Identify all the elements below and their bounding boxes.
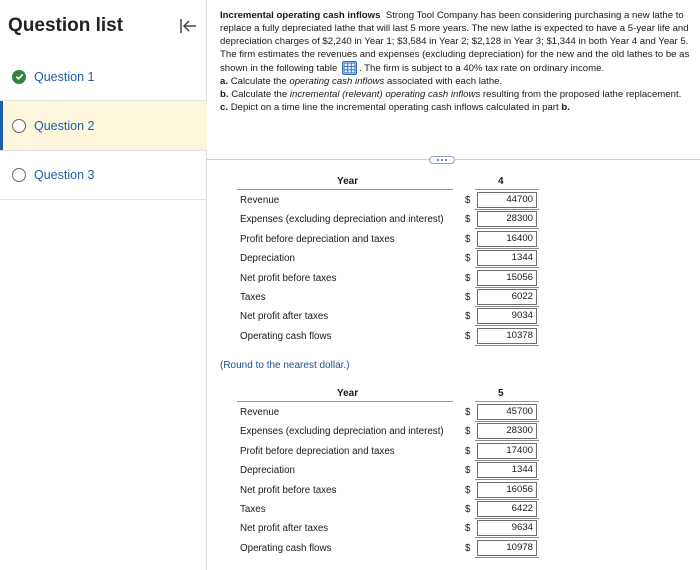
table-row [237, 210, 547, 230]
currency-symbol: $ [465, 292, 471, 303]
part-c-bold: b. [561, 102, 570, 113]
currency-symbol: $ [465, 214, 471, 225]
empty-circle-icon [12, 119, 26, 133]
currency-symbol: $ [465, 504, 471, 515]
table-row [237, 307, 547, 327]
table-row [237, 249, 547, 269]
row-label: Depreciation [240, 253, 296, 264]
table-row [237, 519, 547, 539]
answer-input[interactable]: 1344 [477, 462, 537, 478]
part-a-prefix: a. [220, 76, 229, 87]
table-row [237, 461, 547, 481]
answer-input[interactable]: 28300 [477, 423, 537, 439]
table-row [237, 422, 547, 442]
row-label: Profit before depreciation and taxes [240, 446, 395, 457]
value-underline [475, 557, 539, 558]
part-b-prefix: b. [220, 89, 229, 100]
currency-symbol: $ [465, 311, 471, 322]
table-row [237, 230, 547, 250]
table-row [237, 539, 547, 559]
answer-input[interactable]: 9634 [477, 520, 537, 536]
table-row [237, 327, 547, 347]
check-circle-icon [12, 70, 26, 84]
question-label: Question 1 [34, 69, 95, 84]
answer-input[interactable]: 15056 [477, 270, 537, 286]
currency-symbol: $ [465, 253, 471, 264]
value-underline [475, 479, 539, 480]
header-rule [475, 189, 539, 190]
problem-statement [220, 9, 690, 114]
answer-input[interactable]: 10978 [477, 540, 537, 556]
row-label: Expenses (excluding depreciation and interest) [240, 214, 444, 225]
table-row [237, 269, 547, 289]
expand-more-button[interactable] [429, 156, 455, 164]
value-underline [475, 537, 539, 538]
rounding-note: (Round to the nearest dollar.) [220, 360, 350, 371]
question-list-sidebar [0, 0, 207, 570]
currency-symbol: $ [465, 426, 471, 437]
empty-circle-icon [12, 168, 26, 182]
row-label: Operating cash flows [240, 543, 332, 554]
answer-input[interactable]: 28300 [477, 211, 537, 227]
part-c-prefix: c. [220, 102, 229, 113]
answer-input[interactable]: 45700 [477, 404, 537, 420]
answer-input[interactable]: 6022 [477, 289, 537, 305]
value-underline [475, 267, 539, 268]
part-a-emphasis: operating cash inflows [289, 76, 385, 87]
year-header: Year [337, 388, 359, 399]
part-b-text-end: resulting from the proposed lathe replacement. [482, 89, 682, 100]
value-underline [475, 440, 539, 441]
row-label: Depreciation [240, 465, 296, 476]
table-row [237, 191, 547, 211]
sidebar-item-question-3[interactable] [0, 150, 207, 199]
currency-symbol: $ [465, 446, 471, 457]
sidebar-item-question-1[interactable] [0, 52, 207, 101]
answer-input[interactable]: 1344 [477, 250, 537, 266]
currency-symbol: $ [465, 543, 471, 554]
header-rule [475, 401, 539, 402]
header-rule [237, 401, 453, 402]
answer-input[interactable]: 44700 [477, 192, 537, 208]
value-underline [475, 228, 539, 229]
row-label: Net profit before taxes [240, 273, 337, 284]
answer-input[interactable]: 16056 [477, 482, 537, 498]
table-row [237, 442, 547, 462]
part-b-emphasis: incremental (relevant) operating cash inflows [289, 89, 481, 100]
year-header: Year [337, 176, 359, 187]
part-a-text: Calculate the [230, 76, 287, 87]
row-label: Operating cash flows [240, 331, 332, 342]
row-label: Net profit after taxes [240, 311, 329, 322]
row-label: Profit before depreciation and taxes [240, 234, 395, 245]
value-underline [475, 325, 539, 326]
question-content [207, 0, 700, 570]
table-row [237, 500, 547, 520]
sidebar-title: Question list [8, 15, 124, 36]
currency-symbol: $ [465, 485, 471, 496]
sidebar-divider [0, 199, 207, 200]
row-label: Revenue [240, 407, 280, 418]
sidebar-header [0, 0, 206, 52]
year-number: 4 [498, 176, 504, 187]
problem-body-cont: . The firm is subject to a 40% tax rate on ordinary income. [359, 63, 605, 74]
part-b-text: Calculate the [231, 89, 288, 100]
answer-input[interactable]: 16400 [477, 231, 537, 247]
part-a-text-end: associated with each lathe. [386, 76, 503, 87]
row-label: Revenue [240, 195, 280, 206]
currency-symbol: $ [465, 273, 471, 284]
currency-symbol: $ [465, 234, 471, 245]
part-c-text: Depict on a time line the incremental operating cash inflows calculated in part [230, 102, 559, 113]
row-label: Net profit before taxes [240, 485, 337, 496]
row-label: Net profit after taxes [240, 523, 329, 534]
sidebar-item-question-2[interactable] [0, 101, 207, 150]
row-label: Expenses (excluding depreciation and interest) [240, 426, 444, 437]
currency-symbol: $ [465, 523, 471, 534]
table-row [237, 481, 547, 501]
table-row [237, 288, 547, 308]
year-number: 5 [498, 388, 504, 399]
row-label: Taxes [240, 292, 266, 303]
answer-input[interactable]: 10378 [477, 328, 537, 344]
answer-input[interactable]: 17400 [477, 443, 537, 459]
problem-title: Incremental operating cash inflows [220, 10, 381, 21]
table-icon[interactable] [342, 61, 357, 75]
table-row [237, 403, 547, 423]
currency-symbol: $ [465, 195, 471, 206]
question-label: Question 3 [34, 167, 95, 182]
value-underline [475, 345, 539, 346]
problem-body: Strong Tool Company has been considering purchasing a new lathe to replace a fully depreciated lathe that will last 5 more years. The new lathe is expected to have a 5-year life and depreciation charges of $2,240 in Year 1; $3,584 in Year 2; $2,128 in Year 3; $1,344 in both Year 4 and Year 5. The firm estimates the revenues and expenses (excluding depreciation) for the new and the old lathes to be as shown in the following table [220, 10, 690, 74]
header-rule [237, 189, 453, 190]
answer-input[interactable]: 6422 [477, 501, 537, 517]
currency-symbol: $ [465, 331, 471, 342]
currency-symbol: $ [465, 407, 471, 418]
row-label: Taxes [240, 504, 266, 515]
question-label: Question 2 [34, 118, 95, 133]
collapse-sidebar-icon[interactable] [178, 16, 198, 36]
answer-input[interactable]: 9034 [477, 308, 537, 324]
currency-symbol: $ [465, 465, 471, 476]
